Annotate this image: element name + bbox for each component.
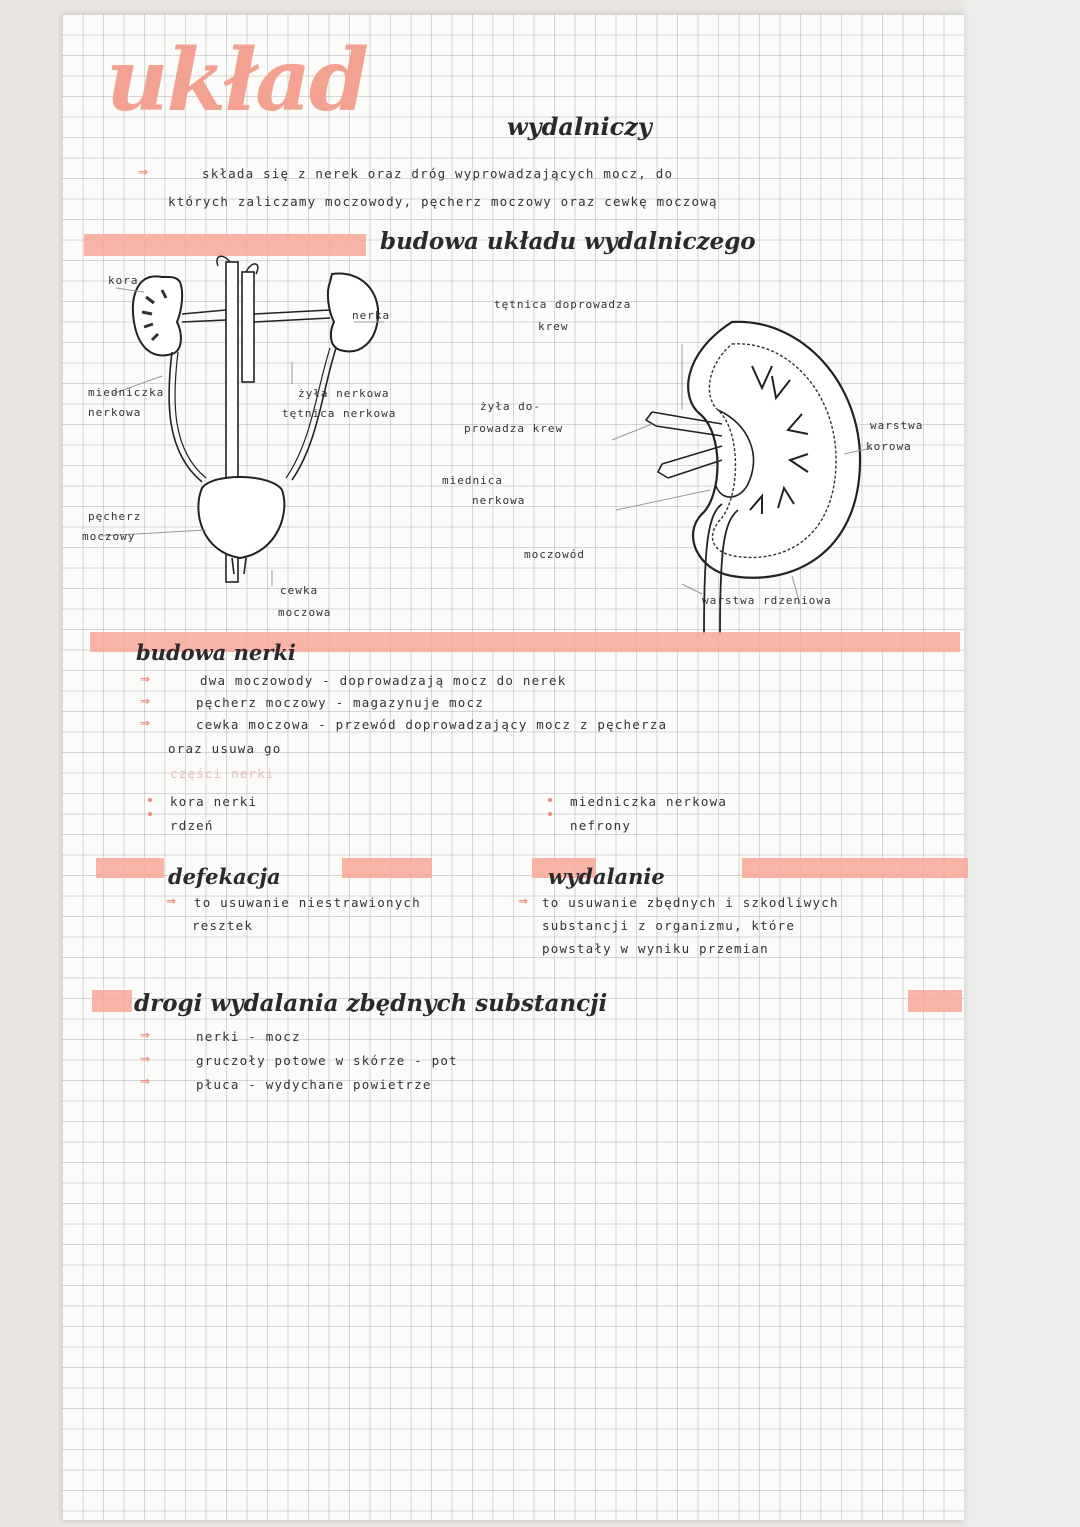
kidney-list-item: cewka moczowa - przewód doprowadzający mocz z pęcherza [196,717,668,732]
label-pecherz-1: pęcherz [88,510,142,523]
bullet-dot [148,812,152,816]
title-sub-word: wydalniczy [507,112,652,141]
background-edge [964,0,1080,1527]
heading-highlight [742,858,968,878]
faint-label: części nerki [170,766,275,781]
arrow-icon: ⇒ [140,694,151,708]
label-korowa-2: korowa [866,440,912,453]
label-miednica-2: nerkowa [472,494,526,507]
excretion-text: substancji z organizmu, które [542,918,796,933]
label-moczowod: moczowód [524,548,585,561]
heading-highlight [908,990,962,1012]
organs-list-item: gruczoły potowe w skórze - pot [196,1053,458,1068]
excretion-text: to usuwanie zbędnych i szkodliwych [542,895,839,910]
arrow-icon: ⇒ [138,165,149,179]
arrow-icon: ⇒ [140,1028,151,1042]
arrow-icon: ⇒ [140,1052,151,1066]
arrow-icon: ⇒ [518,894,529,908]
label-zyla-1: żyła do- [480,400,541,413]
defecation-heading: defekacja [168,864,281,889]
label-cewka-1: cewka [280,584,319,597]
defecation-text: to usuwanie niestrawionych [194,895,421,910]
left-ureter [169,352,202,482]
intro-line-1: składa się z nerek oraz dróg wyprowadzających mocz, do [202,166,674,181]
organs-list-item: nerki - mocz [196,1029,301,1044]
organs-heading: drogi wydalania zbędnych substancji [134,990,608,1017]
kidney-part: nefrony [570,818,632,833]
label-nerka: nerka [352,309,391,322]
heading-highlight [92,990,132,1012]
excretion-heading: wydalanie [548,864,665,889]
bullet-dot [548,812,552,816]
label-tetnica-2: krew [538,320,569,333]
kidney-part: miedniczka nerkowa [570,794,728,809]
label-zyla-nerkowa: żyła nerkowa [298,387,390,400]
label-miedniczka-2: nerkowa [88,406,142,419]
heading-highlight [342,858,432,878]
title-big-word: układ [106,30,368,131]
label-zyla-2: prowadza krew [464,422,564,435]
vena-cava [242,272,254,382]
label-kora: kora [108,274,139,287]
label-pecherz-2: moczowy [82,530,136,543]
label-cewka-2: moczowa [278,606,332,619]
bullet-dot [148,798,152,802]
intro-line-2: których zaliczamy moczowody, pęcherz moczowy oraz cewkę moczową [168,194,718,209]
kidney-part: kora nerki [170,794,258,809]
organs-list-item: płuca - wydychane powietrze [196,1077,432,1092]
label-miedniczka-1: miedniczka [88,386,165,399]
label-tetnica-1: tętnica doprowadza [494,298,632,311]
kidney-list-tail: oraz usuwa go [168,741,282,756]
kidney-list-item: dwa moczowody - doprowadzają mocz do nerek [200,673,567,688]
label-rdzeniowa: warstwa rdzeniowa [702,594,832,607]
defecation-text: resztek [192,918,254,933]
label-tetnica-nerkowa: tętnica nerkowa [282,407,397,420]
heading-highlight [96,858,164,878]
urinary-system-drawing [122,252,422,592]
kidney-heading: budowa nerki [136,640,296,665]
kidney-part: rdzeń [170,818,214,833]
bladder [198,477,284,558]
diagram-heading: budowa układu wydalniczego [380,228,756,255]
renal-vein [662,446,722,478]
left-kidney [133,276,182,355]
arrow-icon: ⇒ [140,716,151,730]
bullet-dot [548,798,552,802]
notebook-page [62,14,964,1520]
label-korowa-1: warstwa [870,419,924,432]
arrow-icon: ⇒ [140,672,151,686]
arrow-icon: ⇒ [140,1074,151,1088]
arrow-icon: ⇒ [166,894,177,908]
kidney-list-item: pęcherz moczowy - magazynuje mocz [196,695,484,710]
excretion-text: powstały w wyniku przemian [542,941,769,956]
label-miednica-1: miednica [442,474,503,487]
